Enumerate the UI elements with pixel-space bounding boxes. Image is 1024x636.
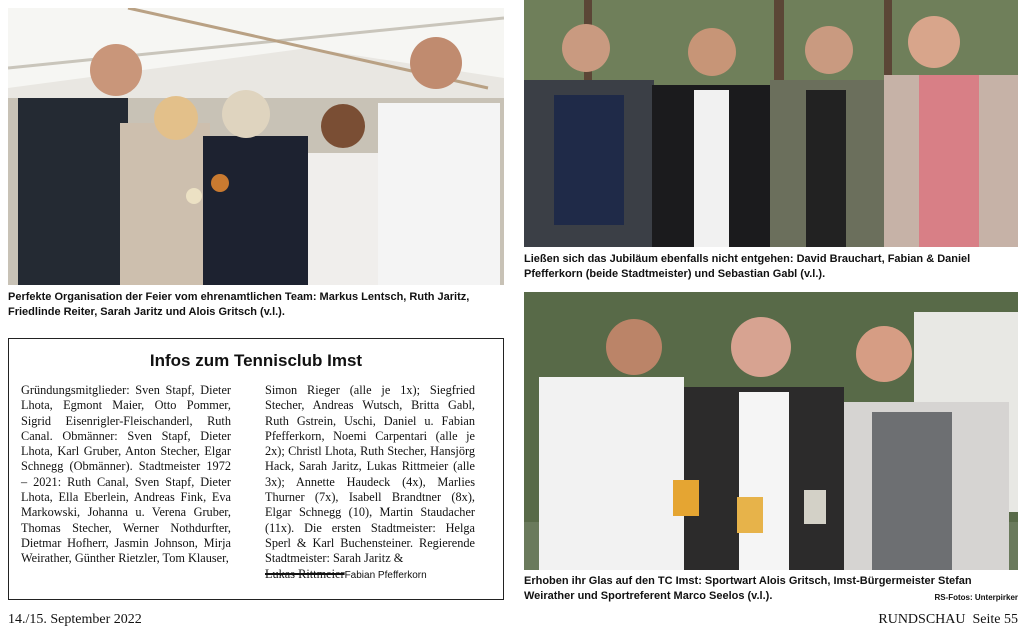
publication-name: RUNDSCHAU	[878, 612, 966, 627]
footer-date: 14./15. September 2022	[8, 612, 142, 627]
info-box-title: Infos zum Tennisclub Imst	[149, 351, 363, 370]
struck-out-name: Lukas Rittmeier	[265, 566, 345, 581]
footer-publication	[878, 612, 1018, 628]
info-box	[8, 338, 504, 600]
info-column-1	[21, 383, 231, 567]
handwritten-correction: Fabian Pfefferkorn	[344, 569, 427, 581]
photo-youth-group	[524, 0, 1018, 247]
photo-credit: RS-Fotos: Unterpirker	[934, 593, 1018, 602]
page-number: Seite 55	[972, 612, 1018, 627]
photo-toast	[524, 292, 1018, 570]
info-text-col1: Gründungsmitglieder: Sven Stapf, Dieter Lhota, Egmont Maier, Otto Pommer, Sigrid Eisenrigler-Fleischanderl, Ruth Canal. Obmänner: Sven Stapf, Dieter Lhota, Karl Gruber, Anton Stecher, Elgar Schnegg (Obmänner). Stadtmeister 1972 – 2021: Ruth Canal, Sven Stapf, Dieter Lhota, Ella Eberlein, Andreas Fink, Eva Markowski, Johanna u. Verena Gruber, Thomas Stecher, Werner Nothdurfter, Dietmar Hofherr, Jasmin Johnson, Mirja Weirather, Günther Rietzler, Tom Klauser,	[21, 383, 231, 566]
photo-organisation-team	[8, 8, 504, 285]
photo1-caption: Perfekte Organisation der Feier vom ehrenamtlichen Team: Markus Lentsch, Ruth Jaritz, Friedlinde Reiter, Sarah Jaritz und Alois Gritsch (v.l.).	[8, 291, 470, 318]
info-text-col2: Simon Rieger (alle je 1x); Siegfried Stecher, Andreas Wutsch, Britta Gabl, Ruth Gstrein, Uschi, Daniel u. Fabian Pfefferkorn, Noemi Carpentari (alle je 2x); Christl Lhota, Ruth Stecher, Hansjörg Hack, Sarah Jaritz, Lukas Rittmeier (alle 3x); Annette Haudeck (4x), Marlies Thurner (7x), Isabell Brandtner (8x), Elgar Schnegg (10), Martin Staudacher (11x). Die ersten Stadtmeister: Helga Sperl & Karl Buchensteiner. Regierende Stadtmeister: Sarah Jaritz &	[265, 383, 475, 566]
photo3-caption: Erhoben ihr Glas auf den TC Imst: Sportwart Alois Gritsch, Imst-Bürgermeister Stefan Weirather und Sportreferent Marco Seelos (v.l.).	[524, 575, 972, 602]
info-column-2	[265, 383, 475, 583]
photo2-caption: Ließen sich das Jubiläum ebenfalls nicht entgehen: David Brauchart, Fabian & Daniel Pfefferkorn (beide Stadtmeister) und Sebastian Gabl (v.l.).	[524, 253, 971, 280]
